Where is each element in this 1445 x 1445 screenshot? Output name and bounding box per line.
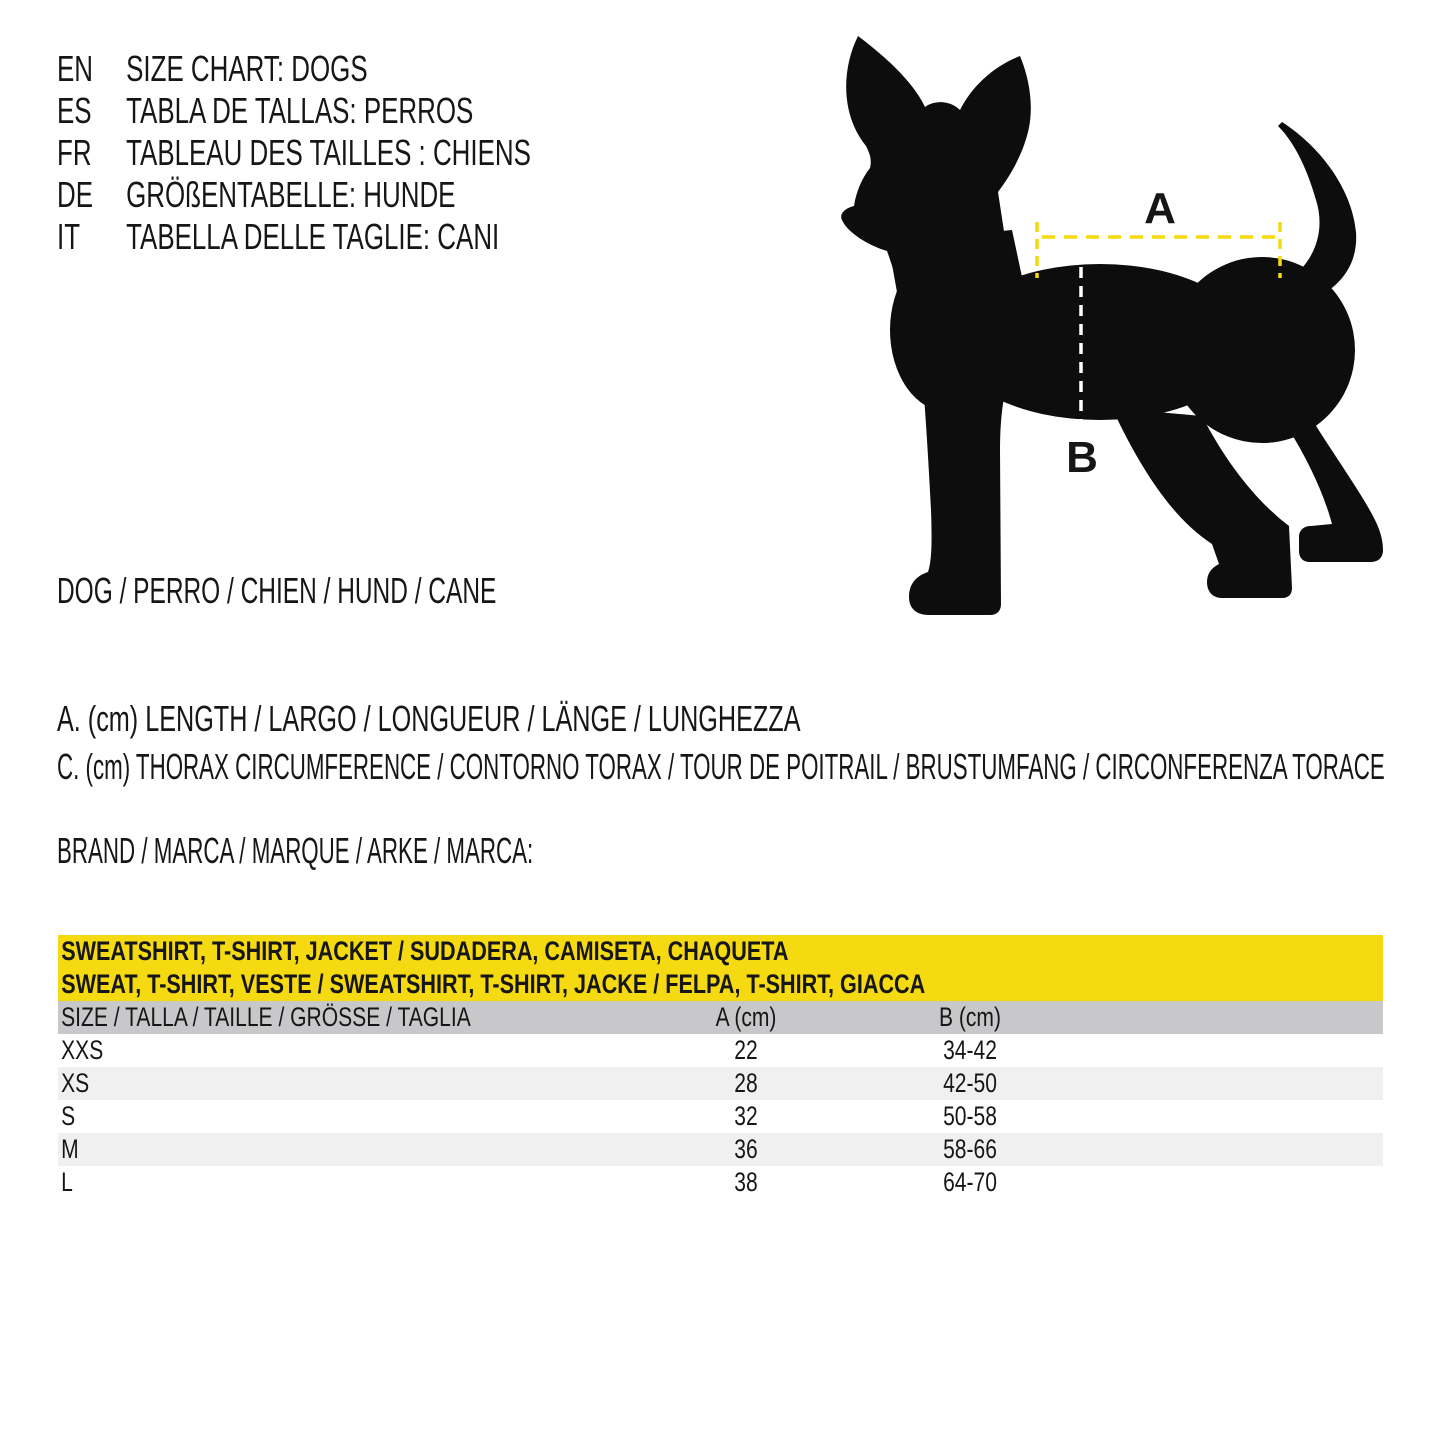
measure-a-label: A bbox=[1144, 184, 1176, 233]
table-banner bbox=[58, 935, 1383, 1001]
language-code: FR bbox=[57, 132, 92, 173]
measurement-a-caption: A. (cm) LENGTH / LARGO / LONGUEUR / LÄNGE / LUNGHEZZA bbox=[57, 698, 801, 739]
measure-b-label: B bbox=[1066, 433, 1098, 482]
value-a: 32 bbox=[734, 1101, 758, 1131]
language-row-en bbox=[57, 48, 368, 90]
language-row-fr bbox=[57, 132, 531, 174]
size-label: S bbox=[61, 1101, 76, 1131]
measurement-c-caption: C. (cm) THORAX CIRCUMFERENCE / CONTORNO TORAX / TOUR DE POITRAIL / BRUSTUMFANG / CIRCONFERENZA TORACE bbox=[57, 746, 1385, 787]
column-header-size: SIZE / TALLA / TAILLE / GRÖSSE / TAGLIA bbox=[61, 1002, 471, 1032]
banner-line-1: SWEATSHIRT, T-SHIRT, JACKET / SUDADERA, CAMISETA, CHAQUETA bbox=[61, 936, 789, 966]
size-label: L bbox=[61, 1167, 73, 1197]
column-header-a: A (cm) bbox=[715, 1002, 777, 1032]
language-code: ES bbox=[57, 90, 92, 131]
table-row-xs bbox=[58, 1067, 1383, 1100]
dog-silhouette-icon bbox=[830, 20, 1420, 620]
language-code: IT bbox=[57, 216, 81, 257]
dog-near-hind-leg-shape bbox=[1288, 400, 1383, 562]
value-b: 34-42 bbox=[943, 1035, 997, 1065]
value-a: 36 bbox=[734, 1134, 758, 1164]
language-row-es bbox=[57, 90, 473, 132]
brand-caption: BRAND / MARCA / MARQUE / ARKE / MARCA: bbox=[57, 830, 534, 871]
value-a: 38 bbox=[734, 1167, 758, 1197]
language-title: GRÖßENTABELLE: HUNDE bbox=[126, 174, 456, 215]
table-row-s bbox=[58, 1100, 1383, 1133]
value-b: 50-58 bbox=[943, 1101, 997, 1131]
value-a: 22 bbox=[734, 1035, 758, 1065]
size-label: XS bbox=[61, 1068, 90, 1098]
dog-front-leg-shape bbox=[909, 370, 1006, 615]
size-label: XXS bbox=[61, 1035, 104, 1065]
table-row-xxs bbox=[58, 1034, 1383, 1067]
language-code: DE bbox=[57, 174, 94, 215]
language-row-de bbox=[57, 174, 455, 216]
size-table bbox=[58, 935, 1383, 1199]
language-row-it bbox=[57, 216, 499, 258]
table-row-l bbox=[58, 1166, 1383, 1199]
size-label: M bbox=[61, 1134, 79, 1164]
table-row-m bbox=[58, 1133, 1383, 1166]
column-header-b: B (cm) bbox=[938, 1002, 1001, 1032]
table-header-row bbox=[58, 1001, 1383, 1034]
language-title: TABLEAU DES TAILLES : CHIENS bbox=[126, 132, 531, 173]
banner-line-2: SWEAT, T-SHIRT, VESTE / SWEATSHIRT, T-SHIRT, JACKE / FELPA, T-SHIRT, GIACCA bbox=[61, 969, 926, 999]
language-title: TABLA DE TALLAS: PERROS bbox=[126, 90, 474, 131]
animal-caption: DOG / PERRO / CHIEN / HUND / CANE bbox=[57, 570, 497, 611]
value-b: 58-66 bbox=[943, 1134, 997, 1164]
language-code: EN bbox=[57, 48, 94, 89]
value-b: 64-70 bbox=[943, 1167, 997, 1197]
language-title: SIZE CHART: DOGS bbox=[126, 48, 368, 89]
language-title: TABELLA DELLE TAGLIE: CANI bbox=[126, 216, 500, 257]
value-b: 42-50 bbox=[943, 1068, 997, 1098]
value-a: 28 bbox=[734, 1068, 758, 1098]
